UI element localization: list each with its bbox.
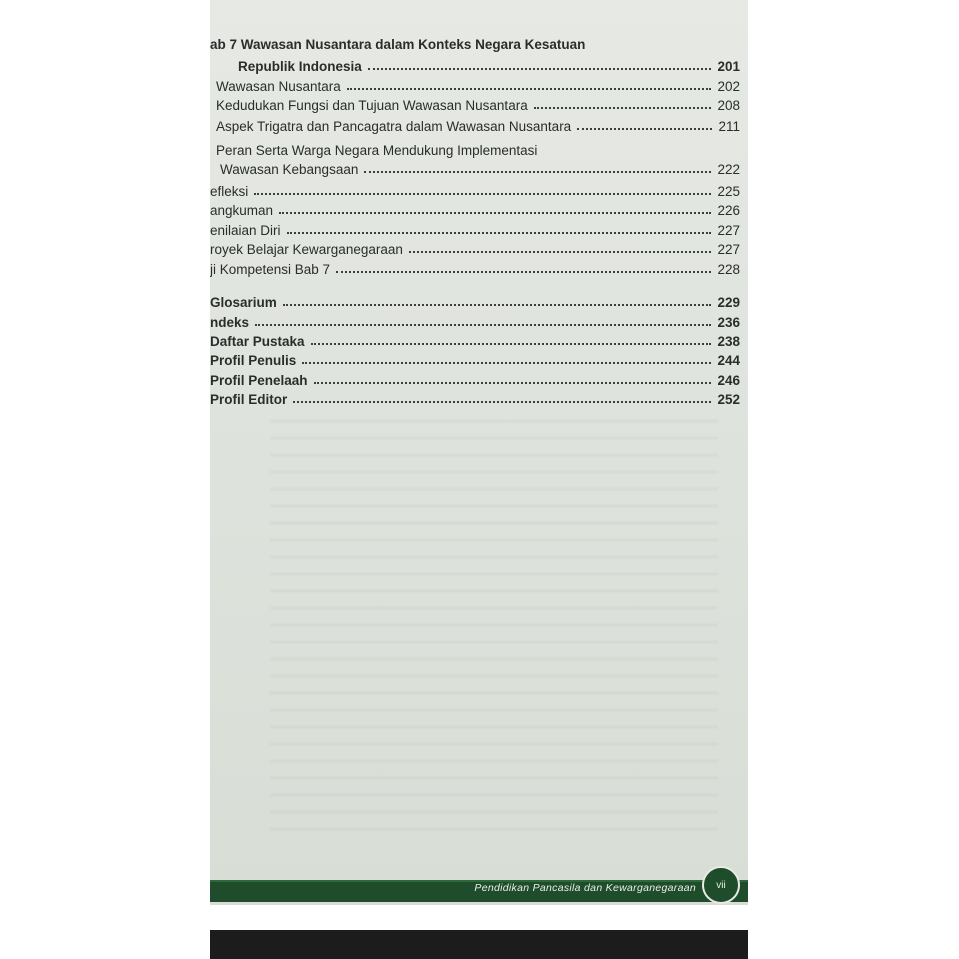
toc-entry [210,368,740,388]
toc-leader-dots [314,382,712,384]
toc-entry-page: 227 [717,242,740,257]
footer-book-title: Pendidikan Pancasila dan Kewarganegaraan [474,882,696,894]
toc-entry-page: 226 [717,203,740,218]
toc-entry-label: Kedudukan Fungsi dan Tujuan Wawasan Nusantara [216,98,528,113]
toc-leader-dots [577,128,712,130]
toc-leader-dots [293,401,711,403]
toc-entry-page: 238 [717,334,740,349]
toc-entry [210,179,740,199]
toc-entry-label: enilaian Diri [210,223,281,238]
toc-entry-label: ji Kompetensi Bab 7 [210,262,331,277]
toc-entry [210,257,740,277]
toc-leader-dots [302,362,711,364]
toc-entry-page: 228 [717,262,740,277]
bleed-through-text [270,420,718,835]
toc-entry [210,93,740,113]
toc-entry-page: 236 [717,315,740,330]
toc-entry-label: Wawasan Kebangsaan [220,162,359,177]
toc-entry-label: Republik Indonesia [238,59,362,74]
toc-entry [210,290,740,310]
chapter-heading [210,32,740,52]
toc-leader-dots [336,271,711,273]
toc-entry [210,218,740,238]
toc-entry [210,74,740,94]
toc-entry-page: 211 [718,119,740,134]
toc-entry-page: 246 [717,373,740,388]
toc-entry-label: Glosarium [210,295,277,310]
toc-entry [210,329,740,349]
toc-entry [210,54,740,74]
toc-leader-dots [287,232,712,234]
toc-entry [210,114,740,134]
toc-leader-dots [279,212,711,214]
toc-entry [210,157,740,177]
toc-entry [210,198,740,218]
toc-entry-page: 202 [717,79,740,94]
toc-entry-label: angkuman [210,203,274,218]
toc-entry-label: efleksi [210,184,249,199]
toc-entry-label: Profil Editor [210,392,288,407]
toc-entry [210,138,740,158]
toc-entry-page: 227 [717,223,740,238]
toc-leader-dots [255,324,711,326]
toc-leader-dots [534,107,712,109]
toc-leader-dots [409,251,712,253]
toc-entry [210,387,740,407]
toc-leader-dots [364,171,711,173]
toc-entry [210,348,740,368]
toc-entry-label: ndeks [210,315,250,330]
toc-entry-page: 229 [717,295,740,310]
toc-entry-label: Profil Penelaah [210,373,308,388]
toc-entry-label: Profil Penulis [210,353,297,368]
toc-entry-label: royek Belajar Kewarganegaraan [210,242,403,257]
toc-entry-page: 208 [717,98,740,113]
toc-leader-dots [283,304,712,306]
toc-entry [210,237,740,257]
toc-entry-page: 225 [717,184,740,199]
chapter-heading-text: ab 7 Wawasan Nusantara dalam Konteks Negara Kesatuan [210,37,586,52]
book-page [210,0,748,905]
footer-page-number: vii [702,866,740,904]
toc-entry-label: Wawasan Nusantara [216,79,341,94]
toc-entry-page: 252 [717,392,740,407]
toc-entry-page: 244 [717,353,740,368]
toc-entry-label: Daftar Pustaka [210,334,305,349]
toc-entry-page: 222 [717,162,740,177]
toc-entry-page: 201 [717,59,740,74]
toc-leader-dots [254,193,711,195]
toc-leader-dots [347,88,712,90]
toc-entry-label: Peran Serta Warga Negara Mendukung Implementasi [216,143,538,158]
toc-leader-dots [311,343,712,345]
toc-entry [210,310,740,330]
background-edge [210,930,748,959]
toc-entry-label: Aspek Trigatra dan Pancagatra dalam Wawasan Nusantara [216,119,572,134]
toc-leader-dots [368,68,712,70]
